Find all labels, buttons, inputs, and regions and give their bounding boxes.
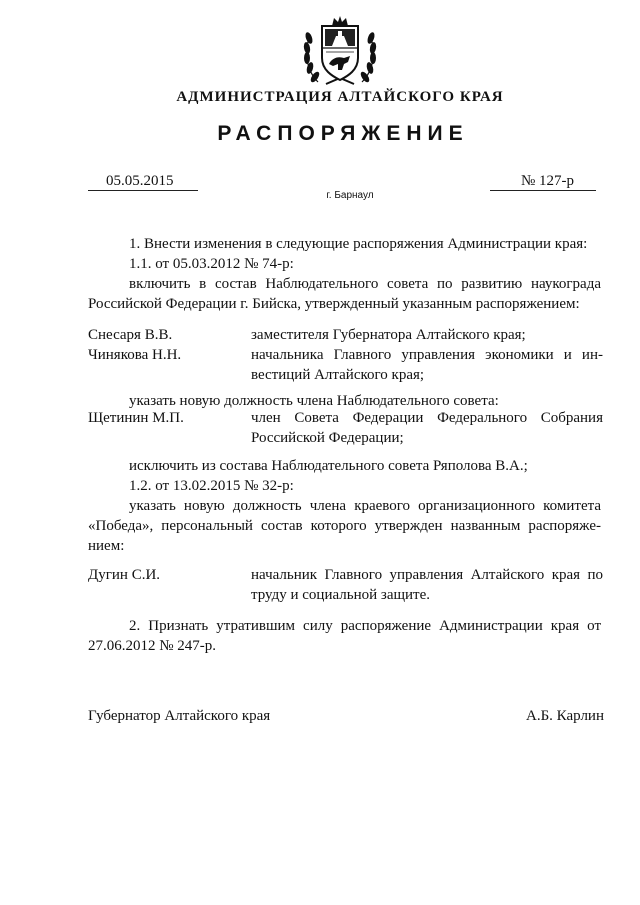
coat-of-arms-icon — [298, 12, 382, 90]
committee-line-2: «Победа», персональный состав которого утвержден названным распоряже- — [88, 518, 601, 534]
person-name: Дугин С.И. — [88, 567, 161, 583]
signatory-name: А.Б. Карлин — [525, 708, 604, 724]
document-date: 05.05.2015 — [106, 173, 174, 189]
include-line-2: Российской Федерации г. Бийска, утвержденный указанным распоряжением: — [88, 296, 580, 312]
position-line: начальника Главного управления экономики и ин- — [251, 347, 603, 363]
person-name: Щетинин М.П. — [88, 410, 184, 426]
person-position — [251, 325, 603, 345]
signatory-title: Губернатор Алтайского края — [88, 708, 271, 724]
item1-1-heading: 1.1. от 05.03.2012 № 74-р: — [129, 256, 294, 272]
person-position — [251, 408, 603, 448]
item1-2-heading: 1.2. от 13.02.2015 № 32-р: — [129, 478, 294, 494]
exclude-line: исключить из состава Наблюдательного совета Ряполова В.А.; — [129, 458, 528, 474]
position-line: заместителя Губернатора Алтайского края; — [251, 327, 526, 343]
committee-line-3: нием: — [88, 538, 125, 554]
include-line-1: включить в состав Наблюдательного совета по развитию наукограда — [129, 276, 601, 292]
committee-line-1: указать новую должность члена краевого организационного комитета — [129, 498, 601, 514]
document-type-title: РАСПОРЯЖЕНИЕ — [217, 122, 469, 145]
position-line: начальник Главного управления Алтайского края по — [251, 567, 603, 583]
item1-intro: 1. Внести изменения в следующие распоряжения Администрации края: — [129, 236, 588, 252]
new-position-heading: указать новую должность члена Наблюдательного совета: — [129, 393, 499, 409]
position-line: вестиций Алтайского края; — [251, 367, 425, 383]
item2-line-1: 2. Признать утратившим силу распоряжение Администрации края от — [129, 618, 601, 634]
person-name: Снесаря В.В. — [88, 327, 173, 343]
position-line: член Совета Федерации Федерального Собрания — [251, 410, 603, 426]
document-number: № 127-р — [521, 173, 575, 189]
organization-title: АДМИНИСТРАЦИЯ АЛТАЙСКОГО КРАЯ — [176, 89, 504, 105]
city-label: г. Барнаул — [326, 190, 374, 201]
position-line: труду и социальной защите. — [251, 587, 431, 603]
coat-of-arms-emblem — [298, 12, 382, 90]
person-position — [251, 565, 603, 605]
item2-line-2: 27.06.2012 № 247-р. — [88, 638, 217, 654]
person-name: Чинякова Н.Н. — [88, 347, 182, 363]
person-position — [251, 345, 603, 385]
position-line: Российской Федерации; — [251, 430, 404, 446]
